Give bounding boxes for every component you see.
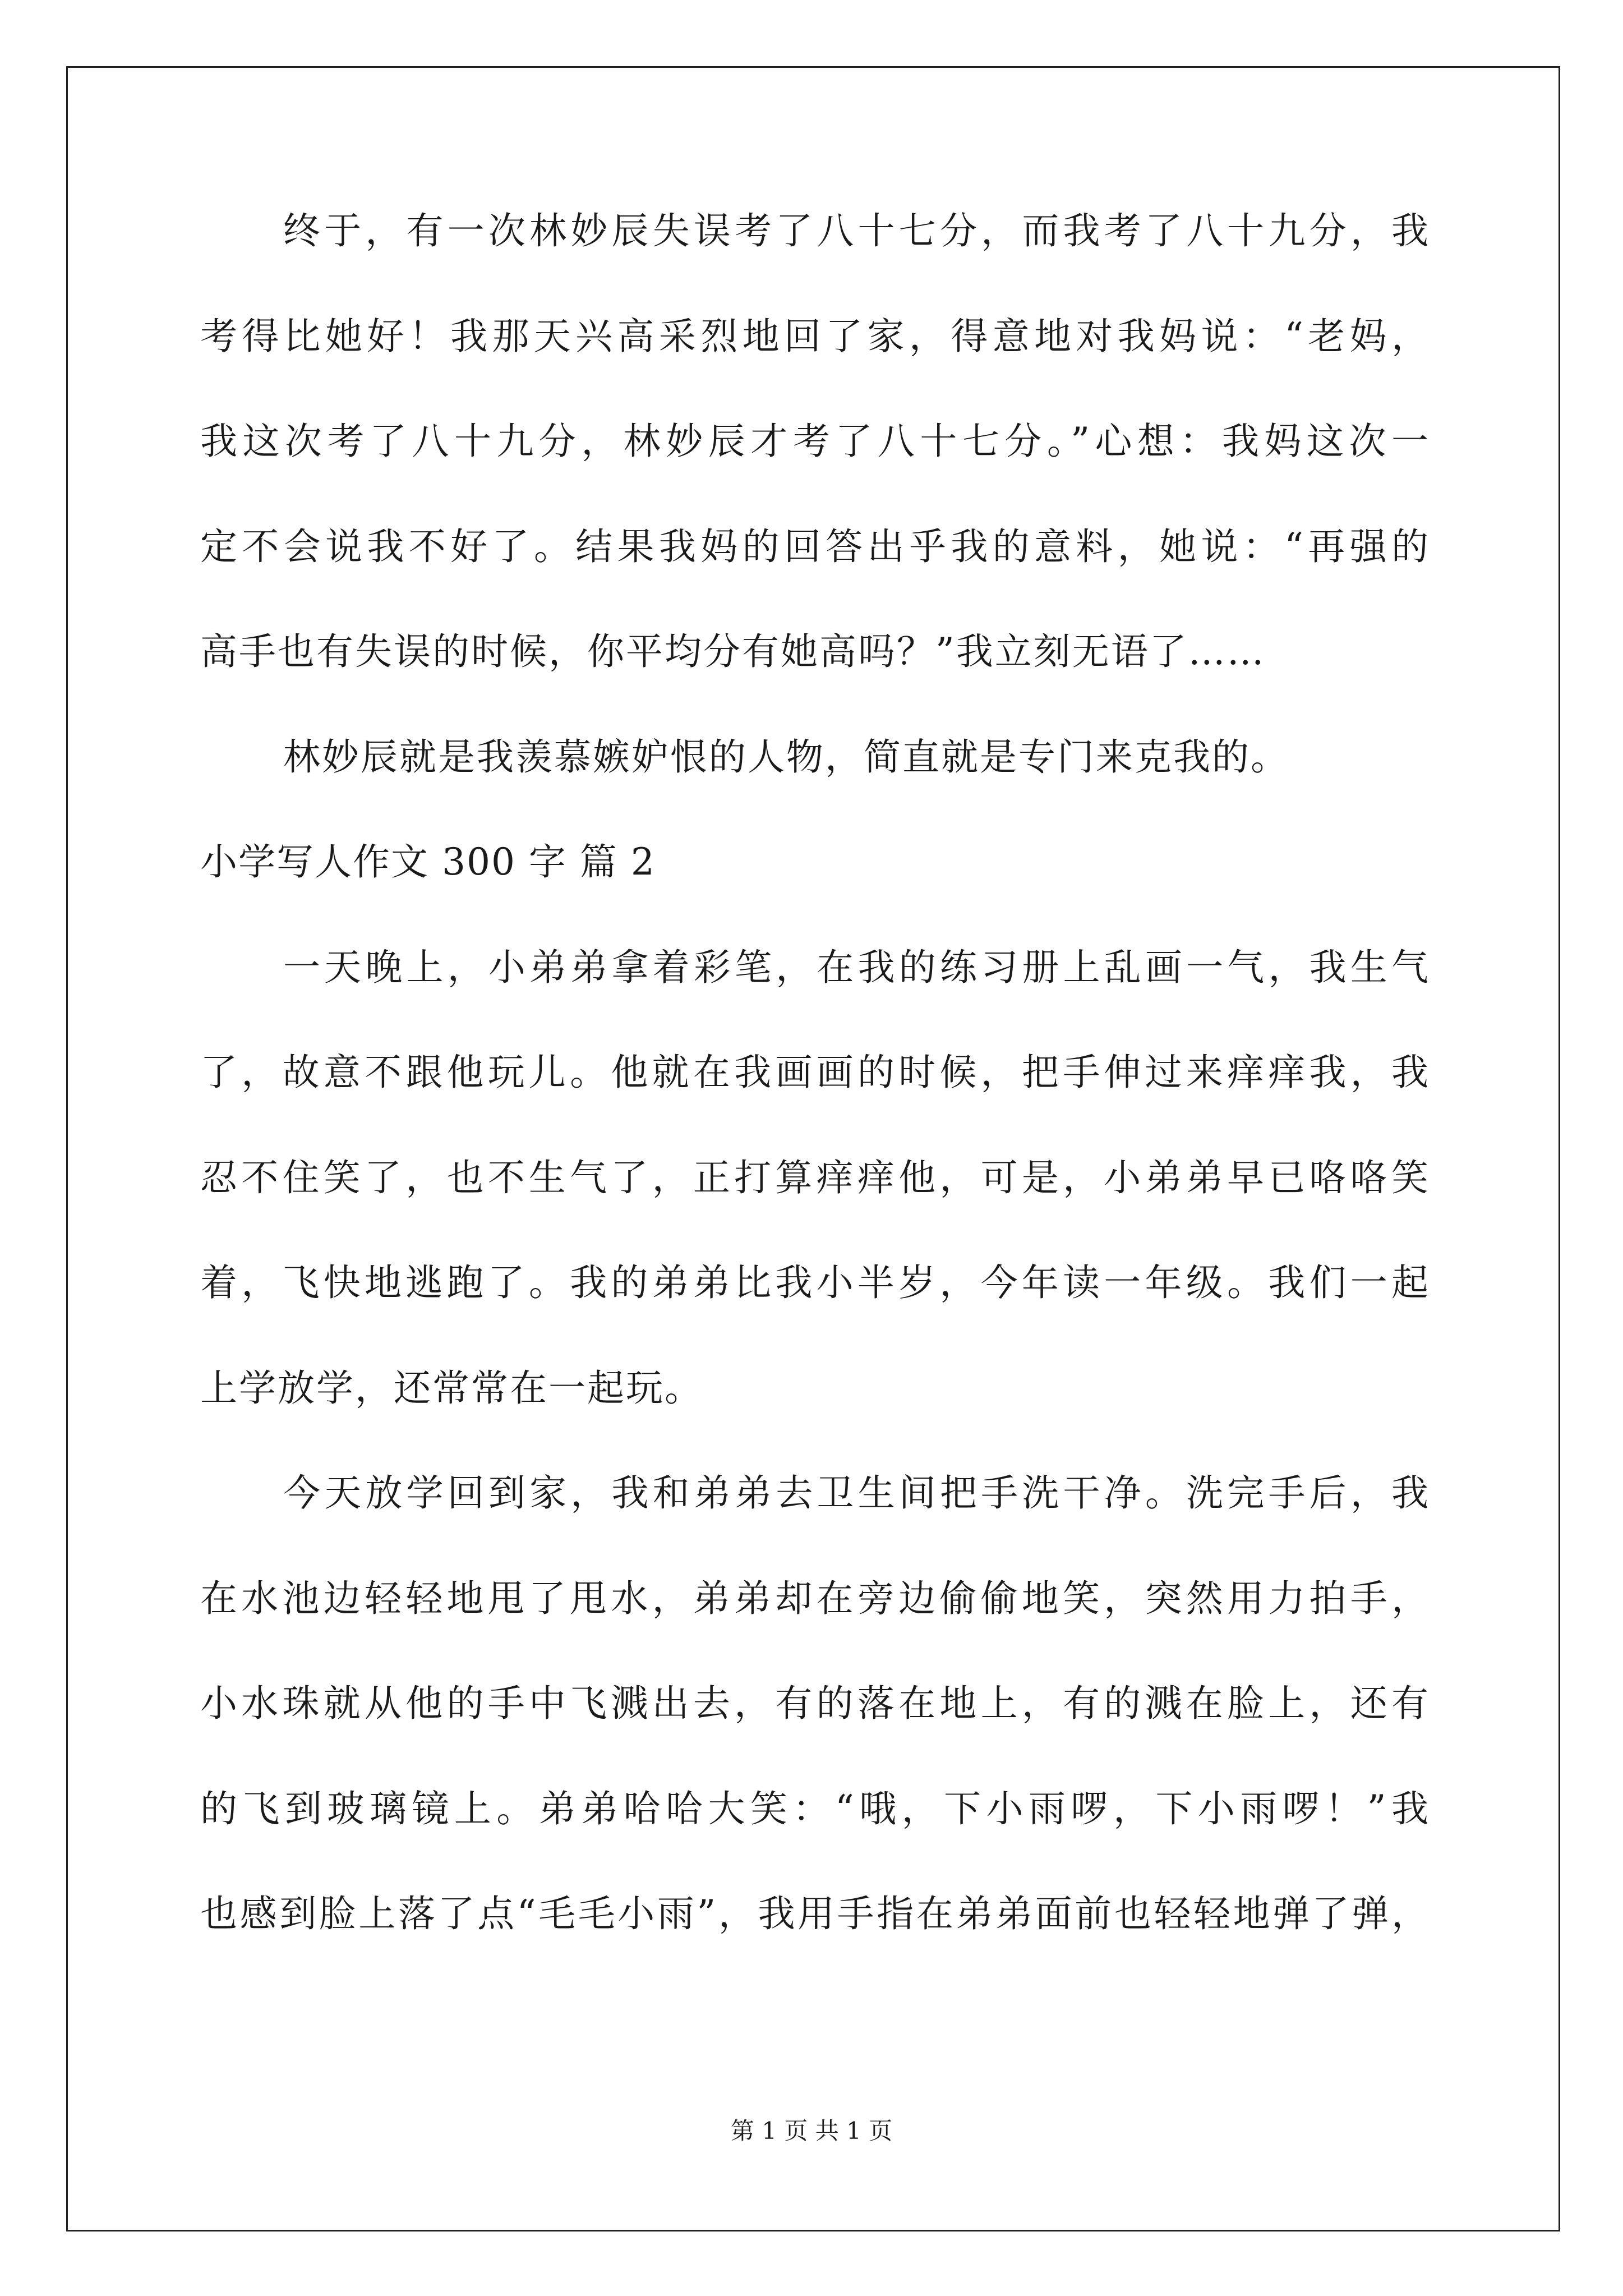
paragraph-3-line-4: 着，飞快地逃跑了。我的弟弟比我小半岁，今年读一年级。我们一起 <box>200 1261 1428 1304</box>
paragraph-1-line-5: 高手也有失误的时候，你平均分有她高吗？”我立刻无语了…… <box>200 630 1266 673</box>
paragraph-3-line-1: 一天晚上，小弟弟拿着彩笔，在我的练习册上乱画一气，我生气 <box>283 945 1428 989</box>
paragraph-2-line-1: 林妙辰就是我羡慕嫉妒恨的人物，简直就是专门来克我的。 <box>283 735 1289 779</box>
paragraph-1-line-4: 定不会说我不好了。结果我妈的回答出乎我的意料，她说：“再强的 <box>200 524 1428 568</box>
paragraph-3-line-3: 忍不住笑了，也不生气了，正打算痒痒他，可是，小弟弟早已咯咯笑 <box>200 1156 1428 1199</box>
paragraph-4-line-3: 小水珠就从他的手中飞溅出去，有的落在地上，有的溅在脸上，还有 <box>200 1682 1428 1725</box>
page-footer: 第 1 页 共 1 页 <box>730 2117 893 2145</box>
paragraph-1-line-1: 终于，有一次林妙辰失误考了八十七分，而我考了八十九分，我 <box>283 209 1428 252</box>
paragraph-1-line-3: 我这次考了八十九分，林妙辰才考了八十七分。”心想：我妈这次一 <box>200 420 1428 463</box>
paragraph-4-line-1: 今天放学回到家，我和弟弟去卫生间把手洗干净。洗完手后，我 <box>283 1471 1428 1515</box>
paragraph-4-line-5: 也感到脸上落了点“毛毛小雨”，我用手指在弟弟面前也轻轻地弹了弹， <box>200 1892 1428 1935</box>
paragraph-4-line-2: 在水池边轻轻地甩了甩水，弟弟却在旁边偷偷地笑，突然用力拍手， <box>200 1576 1428 1620</box>
document-body <box>200 211 1428 1999</box>
paragraph-3-line-5: 上学放学，还常常在一起玩。 <box>200 1366 703 1410</box>
paragraph-1-line-2: 考得比她好！我那天兴高采烈地回了家，得意地对我妈说：“老妈， <box>200 314 1428 358</box>
paragraph-4-line-4: 的飞到玻璃镜上。弟弟哈哈大笑：“哦，下小雨啰，下小雨啰！”我 <box>200 1787 1428 1830</box>
section-heading: 小学写人作文 300 字 篇 2 <box>200 840 656 884</box>
paragraph-3-line-2: 了，故意不跟他玩儿。他就在我画画的时候，把手伸过来痒痒我，我 <box>200 1051 1428 1094</box>
